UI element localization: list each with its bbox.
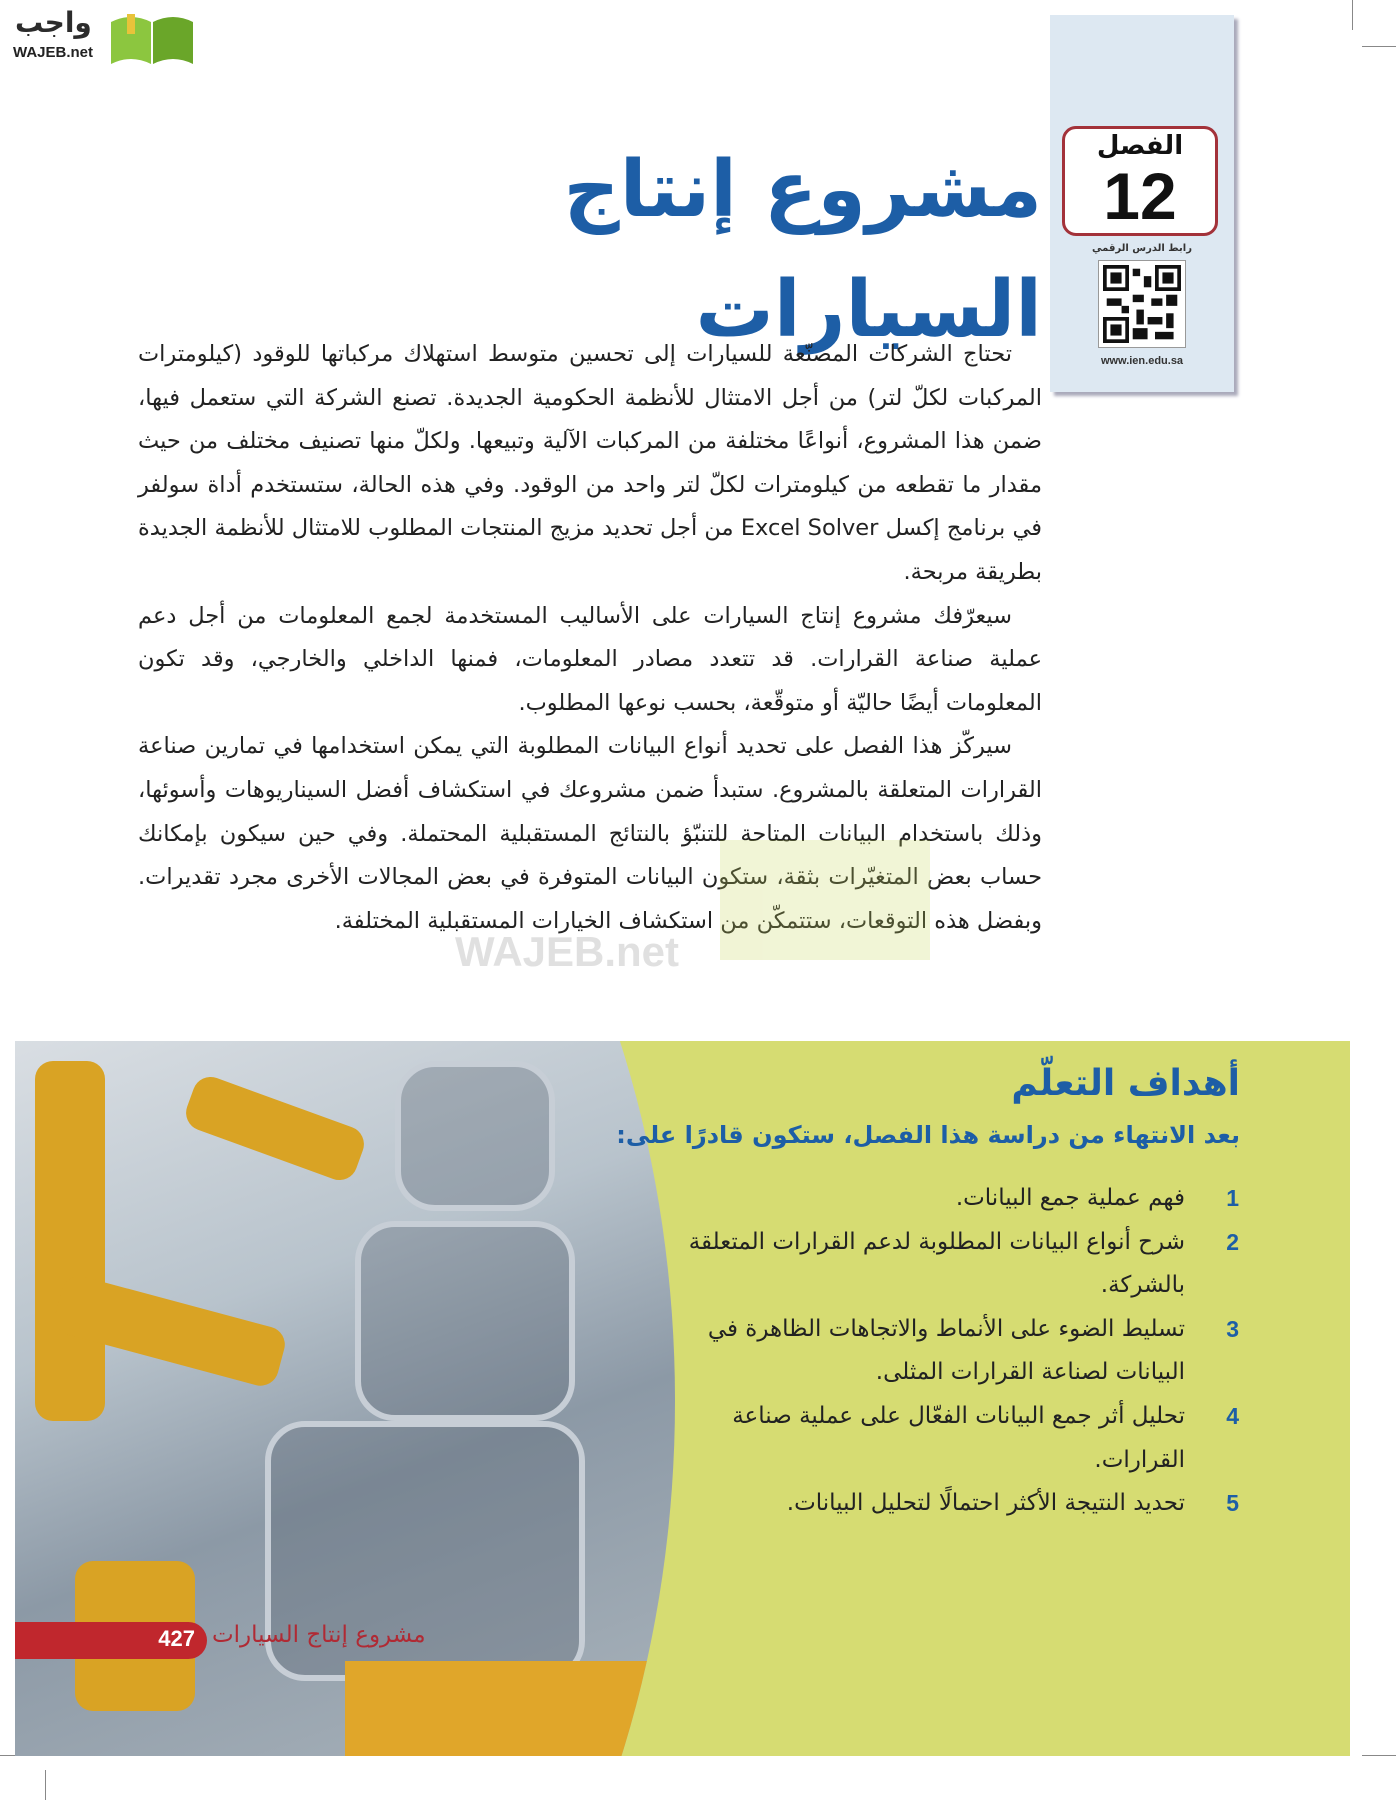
qr-code-icon[interactable]	[1098, 260, 1186, 348]
page-number: 427	[158, 1626, 195, 1651]
item-number: 3	[1226, 1315, 1239, 1342]
logo-arabic: واجب	[15, 6, 92, 39]
chapter-number: 12	[1103, 159, 1177, 233]
list-item	[670, 1395, 1245, 1482]
objectives-list	[670, 1177, 1245, 1526]
item-number: 2	[1226, 1228, 1239, 1255]
objectives-section	[15, 1041, 1350, 1756]
chapter-badge	[1062, 126, 1218, 236]
list-item	[670, 1482, 1245, 1526]
book-icon	[109, 10, 195, 66]
item-number: 4	[1226, 1402, 1239, 1429]
page-title: مشروع إنتاج السيارات	[563, 145, 1042, 355]
list-item	[670, 1177, 1245, 1221]
paragraph: تحتاج الشركات المصنّعة للسيارات إلى تحسين متوسط استهلاك مركباتها للوقود (كيلومترات المركبات لكلّ لتر) من أجل الامتثال للأنظمة الحكومية الجديدة. تصنع الشركة التي ستعمل فيها، ضمن هذا المشروع، أنواعًا مختلفة من المركبات الآلية وتبيعها. ولكلّ منها تصنيف مختلف من حيث مقدار ما تقطعه من كيلومترات لكلّ لتر واحد من الوقود. وفي هذه الحالة، ستستخدم أداة سولفر في برنامج إكسل Excel Solver من أجل تحديد مزيج المنتجات المطلوب للامتثال للأنظمة الجديدة بطريقة مربحة.	[138, 341, 1042, 585]
objectives-heading: أهداف التعلّم	[1011, 1063, 1240, 1104]
crop-mark	[1352, 0, 1353, 30]
chapter-word: الفصل	[1096, 131, 1184, 161]
chapter-panel	[1050, 15, 1234, 392]
item-text: تسليط الضوء على الأنماط والاتجاهات الظاهرة في البيانات لصناعة القرارات المثلى.	[707, 1315, 1185, 1386]
crop-mark	[1362, 46, 1396, 47]
list-item	[670, 1308, 1245, 1395]
crop-mark	[45, 1770, 46, 1800]
logo-latin: WAJEB.net	[13, 44, 94, 61]
item-text: فهم عملية جمع البيانات.	[955, 1185, 1185, 1211]
intro-text	[138, 333, 1042, 943]
digital-link-label: رابط الدرس الرقمي	[1092, 243, 1192, 254]
watermark-text: WAJEB.net	[455, 928, 680, 975]
item-number: 1	[1226, 1185, 1239, 1211]
paragraph: سيعرّفك مشروع إنتاج السيارات على الأساليب المستخدمة لجمع المعلومات من أجل دعم عملية صناعة القرارات. قد تتعدد مصادر المعلومات، فمنها الداخلي والخارجي، وقد تكون المعلومات أيضًا حاليّة أو متوقّعة، بحسب نوعها المطلوب.	[138, 602, 1042, 716]
item-text: تحليل أثر جمع البيانات الفعّال على عملية صناعة القرارات.	[732, 1402, 1185, 1473]
page-number-tab	[15, 1622, 207, 1659]
paragraph: سيركّز هذا الفصل على تحديد أنواع البيانات المطلوبة التي يمكن استخدامها في تمارين صناعة القرارات المتعلقة بالمشروع. ستبدأ ضمن مشروعك في استكشاف أفضل السيناريوهات وأسوئها، وذلك باستخدام البيانات المتاحة للتنبّؤ بالنتائج المستقبلية المحتملة. وفي حين سيكون بإمكانك حساب بعض المتغيّرات بثقة، ستكون البيانات المتوفرة في بعض المجالات الأخرى مجرد تقديرات. وبفضل هذه التوقعات، ستتمكّن من استكشاف الخيارات المستقبلية المختلفة.	[138, 733, 1042, 934]
item-text: شرح أنواع البيانات المطلوبة لدعم القرارات المتعلقة بالشركة.	[688, 1228, 1185, 1299]
site-url[interactable]: www.ien.edu.sa	[1100, 355, 1184, 367]
objectives-subheading: بعد الانتهاء من دراسة هذا الفصل، ستكون قادرًا على:	[616, 1121, 1240, 1149]
item-number: 5	[1226, 1490, 1239, 1517]
item-text: تحديد النتيجة الأكثر احتمالًا لتحليل البيانات.	[786, 1490, 1185, 1517]
wajeb-logo[interactable]	[9, 6, 191, 64]
footer-chapter-title: مشروع إنتاج السيارات	[212, 1622, 426, 1648]
crop-mark	[1362, 1755, 1396, 1756]
list-item	[670, 1221, 1245, 1308]
